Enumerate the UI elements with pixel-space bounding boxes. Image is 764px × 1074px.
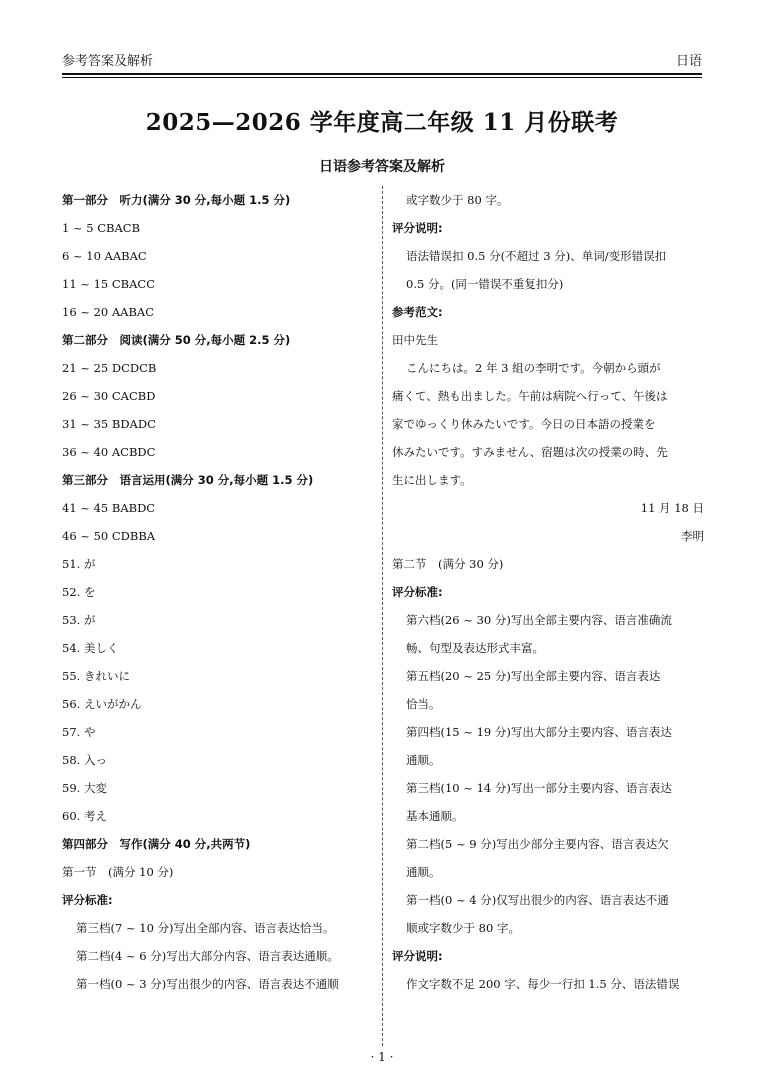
text-line: 54. 美しく bbox=[62, 641, 119, 655]
text-line: 恰当。 bbox=[406, 697, 441, 711]
text-line: 语法错误扣 0.5 分(不超过 3 分)、单词/变形错误扣 bbox=[406, 249, 667, 263]
text-line: 21 ~ 25 DCDCB bbox=[62, 361, 157, 375]
text-line: 顺或字数少于 80 字。 bbox=[406, 921, 520, 935]
text-line: 评分标准: bbox=[62, 893, 113, 907]
text-line: 56. えいがかん bbox=[62, 697, 142, 711]
right-column bbox=[392, 186, 704, 998]
text-line: 26 ~ 30 CACBD bbox=[62, 389, 156, 403]
text-line: 第四档(15 ~ 19 分)写出大部分主要内容、语言表达 bbox=[406, 725, 672, 739]
text-line: 31 ~ 35 BDADC bbox=[62, 417, 156, 431]
text-line: 6 ~ 10 AABAC bbox=[62, 249, 147, 263]
text-line: 田中先生 bbox=[392, 333, 438, 347]
text-line: 第二节 (满分 30 分) bbox=[392, 557, 504, 571]
text-line: 家でゆっくり休みたいです。今日の日本語の授業を bbox=[392, 417, 656, 431]
text-line: 或字数少于 80 字。 bbox=[406, 193, 509, 207]
text-line: 通顺。 bbox=[406, 865, 441, 879]
text-line: 16 ~ 20 AABAC bbox=[62, 305, 155, 319]
header-subject: 日语 bbox=[675, 54, 702, 69]
column-divider bbox=[382, 186, 383, 1046]
text-line: 60. 考え bbox=[62, 809, 107, 823]
text-line: 痛くて、熱も出ました。午前は病院へ行って、午後は bbox=[392, 389, 668, 403]
text-line: 51. が bbox=[62, 557, 96, 571]
text-line: 评分标准: bbox=[392, 585, 443, 599]
text-line: 评分说明: bbox=[392, 221, 443, 235]
text-line: 第四部分 写作(满分 40 分,共两节) bbox=[62, 837, 251, 851]
text-line: 11 ~ 15 CBACC bbox=[62, 277, 156, 291]
text-line: 第五档(20 ~ 25 分)写出全部主要内容、语言表达 bbox=[406, 669, 661, 683]
text-line: 畅、句型及表达形式丰富。 bbox=[406, 641, 544, 655]
text-line: 作文字数不足 200 字、每少一行扣 1.5 分、语法错误 bbox=[406, 977, 680, 991]
text-line: 52. を bbox=[62, 585, 96, 599]
text-line: 0.5 分。(同一错误不重复扣分) bbox=[406, 277, 564, 291]
text-line: 53. が bbox=[62, 613, 96, 627]
text-line: こんにちは。2 年 3 組の李明です。今朝から頭が bbox=[406, 361, 661, 375]
text-line: 李明 bbox=[681, 529, 704, 543]
text-line: 第三部分 语言运用(满分 30 分,每小题 1.5 分) bbox=[62, 473, 314, 487]
text-line: 41 ~ 45 BABDC bbox=[62, 501, 156, 515]
header-rule bbox=[62, 73, 702, 78]
text-line: 第二部分 阅读(满分 50 分,每小题 2.5 分) bbox=[62, 333, 291, 347]
text-line: 59. 大変 bbox=[62, 781, 107, 795]
text-line: 生に出します。 bbox=[392, 473, 472, 487]
text-line: 57. や bbox=[62, 725, 96, 739]
text-line: 1 ~ 5 CBACB bbox=[62, 221, 141, 235]
left-column bbox=[62, 186, 380, 998]
text-line: 第二档(5 ~ 9 分)写出少部分主要内容、语言表达欠 bbox=[406, 837, 669, 851]
text-line: 55. きれいに bbox=[62, 669, 130, 683]
text-line: 第六档(26 ~ 30 分)写出全部主要内容、语言准确流 bbox=[406, 613, 672, 627]
text-line: 第一档(0 ~ 3 分)写出很少的内容、语言表达不通顺 bbox=[76, 977, 339, 991]
text-line: 第三档(10 ~ 14 分)写出一部分主要内容、语言表达 bbox=[406, 781, 672, 795]
text-line: 58. 入っ bbox=[62, 753, 107, 767]
text-line: 基本通顺。 bbox=[406, 809, 464, 823]
text-line: 第二档(4 ~ 6 分)写出大部分内容、语言表达通顺。 bbox=[76, 949, 339, 963]
page-header bbox=[62, 48, 702, 72]
text-line: 36 ~ 40 ACBDC bbox=[62, 445, 156, 459]
text-line: 通顺。 bbox=[406, 753, 441, 767]
text-line: 第一节 (满分 10 分) bbox=[62, 865, 174, 879]
text-line: 11 月 18 日 bbox=[640, 501, 704, 515]
page-number: · 1 · bbox=[370, 1050, 394, 1064]
text-line: 评分说明: bbox=[392, 949, 443, 963]
text-line: 第三档(7 ~ 10 分)写出全部内容、语言表达恰当。 bbox=[76, 921, 335, 935]
text-line: 参考范文: bbox=[392, 305, 443, 319]
document-title: 2025—2026 学年度高二年级 11 月份联考 bbox=[145, 109, 619, 136]
text-line: 休みたいです。すみません、宿題は次の授業の時、先 bbox=[392, 445, 668, 459]
text-line: 第一部分 听力(满分 30 分,每小题 1.5 分) bbox=[62, 193, 291, 207]
text-line: 第一档(0 ~ 4 分)仅写出很少的内容、语言表达不通 bbox=[406, 893, 669, 907]
header-doc-type: 参考答案及解析 bbox=[62, 54, 154, 69]
document-subtitle: 日语参考答案及解析 bbox=[319, 159, 445, 175]
text-line: 46 ~ 50 CDBBA bbox=[62, 529, 156, 543]
